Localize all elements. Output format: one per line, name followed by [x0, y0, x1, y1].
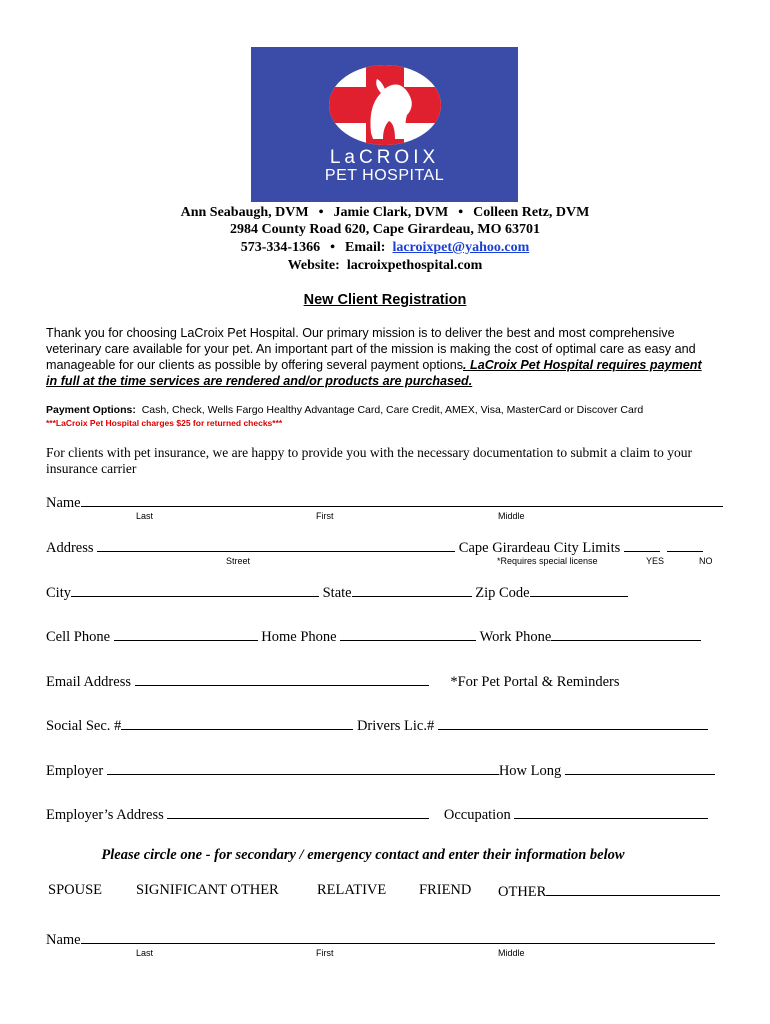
how-long-field[interactable] [565, 761, 715, 775]
city-limits-label: Cape Girardeau City Limits [458, 540, 621, 556]
cell-phone-label: Cell Phone [46, 629, 111, 645]
logo-brand-name: LaCROIX [329, 147, 440, 168]
intro-text: Thank you for choosing LaCroix Pet Hospital. Our primary mission is to deliver the best and most comprehensive veterinary care available for your pet. An important part of the mission is making the cost of optimal care as easy and manageable for our clients as possible by offering several payment options [46, 326, 696, 372]
zip-field[interactable] [530, 583, 628, 597]
option-other-row [498, 882, 720, 901]
address-label: Address [46, 540, 94, 556]
secondary-middle-caption: Middle [498, 948, 525, 958]
option-friend[interactable]: FRIEND [419, 882, 472, 898]
ssn-row [46, 716, 708, 735]
occupation-field[interactable] [514, 805, 708, 819]
payment-requirement: . LaCroix Pet Hospital requires payment in full at the time services are rendered and/or products are purchased. [46, 358, 702, 388]
how-long-label: How Long [498, 763, 562, 779]
home-phone-label: Home Phone [261, 629, 337, 645]
special-license-note: *Requires special license [497, 556, 598, 566]
email-label: Email: [344, 240, 386, 255]
secondary-first-caption: First [316, 948, 334, 958]
no-caption: NO [699, 556, 713, 566]
phone-row [46, 627, 701, 646]
drivers-license-label: Drivers Lic.# [356, 718, 435, 734]
name-field[interactable] [81, 493, 723, 507]
yes-caption: YES [646, 556, 665, 566]
ssn-label: Social Sec. # [46, 718, 122, 734]
city-limits-no-field[interactable] [667, 538, 703, 552]
option-spouse[interactable]: SPOUSE [48, 882, 102, 898]
insurance-paragraph: For clients with pet insurance, we are happy to provide you with the necessary documentation to submit a claim to your insurance carrier [46, 445, 692, 476]
intro-paragraph [46, 325, 716, 389]
page-title: New Client Registration [303, 292, 467, 308]
doctor-name: Ann Seabaugh, DVM [180, 205, 309, 220]
contact-line: 573-334-1366 • Email: lacroixpet@yahoo.com [240, 240, 530, 255]
ssn-field[interactable] [121, 716, 353, 730]
street-caption: Street [226, 556, 251, 566]
clinic-logo [251, 47, 518, 202]
zip-label: Zip Code [475, 585, 530, 601]
website-label: Website: [287, 258, 340, 273]
employer-label: Employer [46, 763, 104, 779]
returned-check-notice: ***LaCroix Pet Hospital charges $25 for returned checks*** [46, 418, 283, 428]
name-row [46, 493, 723, 512]
first-caption: First [316, 511, 334, 521]
city-field[interactable] [71, 583, 319, 597]
secondary-name-field[interactable] [81, 930, 715, 944]
option-relative[interactable]: RELATIVE [317, 882, 387, 898]
logo-brand-subtitle: PET HOSPITAL [324, 167, 445, 184]
clinic-phone: 573-334-1366 [240, 240, 321, 255]
employer-field[interactable] [107, 761, 499, 775]
middle-caption: Middle [498, 511, 525, 521]
cross-emblem [329, 65, 441, 145]
employer-address-label: Employer’s Address [46, 807, 164, 823]
state-field[interactable] [352, 583, 472, 597]
city-limits-yes-field[interactable] [624, 538, 660, 552]
address-row [46, 538, 703, 557]
email-row [46, 672, 620, 691]
work-phone-field[interactable] [551, 627, 701, 641]
secondary-contact-instruction: Please circle one - for secondary / emergency contact and enter their information below [101, 847, 625, 863]
work-phone-label: Work Phone [479, 629, 552, 645]
email-address-field[interactable] [135, 672, 429, 686]
pet-portal-note: *For Pet Portal & Reminders [450, 674, 620, 690]
website-url: lacroixpethospital.com [346, 258, 483, 273]
state-label: State [322, 585, 352, 601]
option-other[interactable]: OTHER [498, 884, 547, 900]
city-row [46, 583, 628, 602]
city-label: City [46, 585, 71, 601]
payment-options-label: Payment Options: [46, 404, 136, 416]
pet-silhouette-icon [359, 73, 419, 143]
address-field[interactable] [97, 538, 455, 552]
last-caption: Last [136, 511, 154, 521]
doctor-list: Ann Seabaugh, DVM • Jamie Clark, DVM • Colleen Retz, DVM [180, 205, 590, 220]
cell-phone-field[interactable] [114, 627, 258, 641]
employer-row [46, 761, 715, 780]
employer-address-row [46, 805, 708, 824]
payment-options-list: Cash, Check, Wells Fargo Healthy Advantage Card, Care Credit, AMEX, Visa, MasterCard or Discover Card [141, 404, 644, 416]
secondary-name-label: Name [46, 932, 81, 948]
option-significant-other[interactable]: SIGNIFICANT OTHER [136, 882, 279, 898]
clinic-address: 2984 County Road 620, Cape Girardeau, MO 63701 [230, 222, 540, 237]
other-relationship-field[interactable] [546, 882, 720, 896]
doctor-name: Jamie Clark, DVM [333, 205, 449, 220]
employer-address-field[interactable] [167, 805, 429, 819]
drivers-license-field[interactable] [438, 716, 708, 730]
secondary-last-caption: Last [136, 948, 154, 958]
email-link[interactable]: lacroixpet@yahoo.com [392, 240, 530, 255]
payment-options [46, 404, 643, 416]
occupation-label: Occupation [443, 807, 511, 823]
website-line [0, 258, 770, 274]
home-phone-field[interactable] [340, 627, 476, 641]
email-address-label: Email Address [46, 674, 131, 690]
secondary-name-row [46, 930, 715, 949]
name-label: Name [46, 495, 81, 511]
doctor-name: Colleen Retz, DVM [473, 205, 590, 220]
